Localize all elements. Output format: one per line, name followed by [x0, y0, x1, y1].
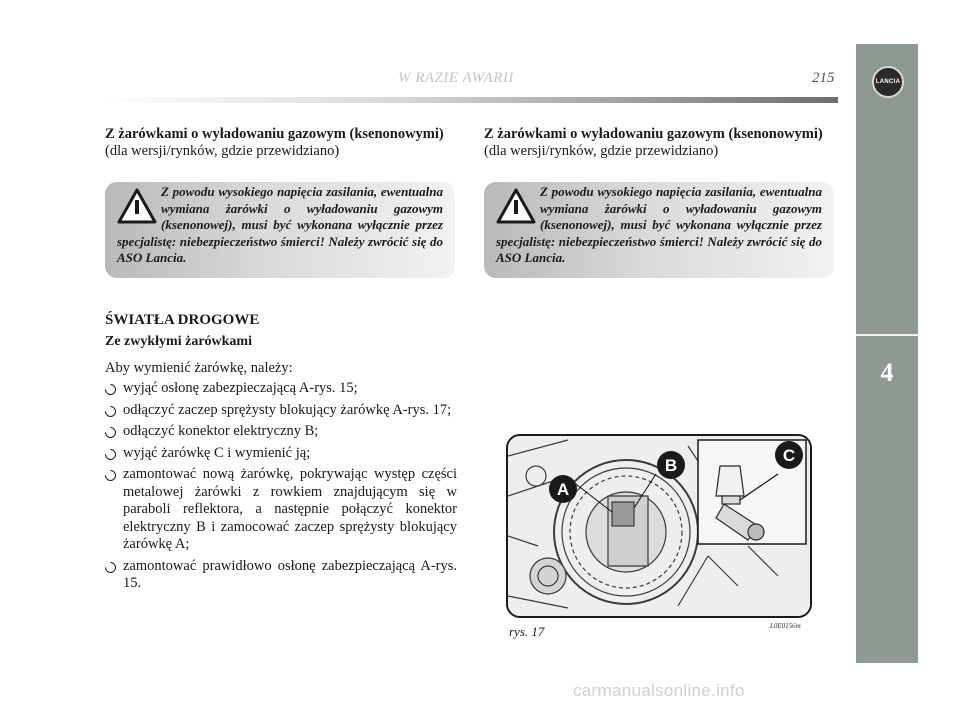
running-title: W RAZIE AWARII	[398, 70, 514, 86]
xenon-heading: Z żarówkami o wyładowaniu gazowym (ksenonowymi)	[105, 126, 444, 142]
chapter-number: 4	[880, 358, 894, 387]
bullet-icon	[103, 559, 119, 575]
right-xenon-section	[484, 126, 834, 160]
warning-text: Z powodu wysokiego napięcia zasilania, ewentualna wymiana żarówki o wyładowaniu gazowym (ksenonowej), musi być wykonana wyłącznie przez specjalistę: niebezpieczeństwo śmierci! Należy zwrócić się do ASO Lancia.	[496, 184, 822, 265]
step-text: wyjąć osłonę zabezpieczającą A-rys. 15;	[123, 380, 358, 396]
list-item	[105, 558, 457, 593]
section-title: ŚWIATŁA DROGOWE	[105, 312, 260, 328]
step-text: zamontować nową żarówkę, pokrywając występ części metalowej żarówki z rowkiem znajdującym się w paraboli reflektora, a następnie połączyć konektor elektryczny B i zamocować zaczep sprężysty blokujący żarówkę A;	[123, 466, 457, 552]
list-item	[105, 445, 457, 463]
label-a: A	[556, 480, 570, 499]
list-item	[105, 380, 457, 398]
label-c-marker	[774, 440, 804, 470]
section-subtitle: Ze zwykłymi żarówkami	[105, 334, 252, 349]
intro-text: Aby wymienić żarówkę, należy:	[105, 360, 293, 376]
steps-list	[105, 380, 457, 597]
label-c: C	[782, 446, 796, 465]
step-text: odłączyć zaczep sprężysty blokujący żarówkę A-rys. 17;	[123, 401, 452, 418]
figure-caption: rys. 17	[509, 624, 545, 639]
list-item	[105, 466, 457, 554]
xenon-subheading: (dla wersji/rynków, gdzie przewidziano)	[484, 143, 719, 159]
bullet-icon	[103, 446, 119, 462]
label-b: B	[664, 456, 678, 475]
xenon-heading: Z żarówkami o wyładowaniu gazowym (ksenonowymi)	[484, 126, 823, 142]
logo-text: LANCIA	[875, 79, 901, 85]
left-xenon-section	[105, 126, 455, 160]
bullet-icon	[103, 382, 119, 398]
bullet-icon	[103, 403, 119, 419]
label-a-marker	[548, 474, 578, 504]
bullet-icon	[103, 468, 119, 484]
warning-box	[105, 182, 455, 278]
headlight-illustration	[506, 434, 812, 618]
tab-divider	[856, 334, 918, 336]
figure-code: L0E0156m	[770, 622, 801, 630]
page-number: 215	[812, 70, 835, 86]
list-item	[105, 423, 457, 441]
chapter-side-tab	[856, 44, 918, 663]
bullet-icon	[103, 425, 119, 441]
label-b-marker	[656, 450, 686, 480]
step-text: wyjąć żarówkę C i wymienić ją;	[123, 444, 311, 461]
warning-box	[484, 182, 834, 278]
header-rule	[100, 97, 838, 103]
list-item	[105, 402, 457, 420]
xenon-subheading: (dla wersji/rynków, gdzie przewidziano)	[105, 143, 340, 159]
step-text: odłączyć konektor elektryczny B;	[123, 423, 319, 439]
warning-text: Z powodu wysokiego napięcia zasilania, ewentualna wymiana żarówki o wyładowaniu gazowym (ksenonowej), musi być wykonana wyłącznie przez specjalistę: niebezpieczeństwo śmierci! Należy zwrócić się do ASO Lancia.	[117, 184, 443, 265]
step-text: zamontować prawidłowo osłonę zabezpieczającą A-rys. 15.	[123, 557, 457, 591]
watermark: carmanualsonline.info	[573, 681, 745, 700]
lancia-logo-icon	[872, 66, 904, 98]
